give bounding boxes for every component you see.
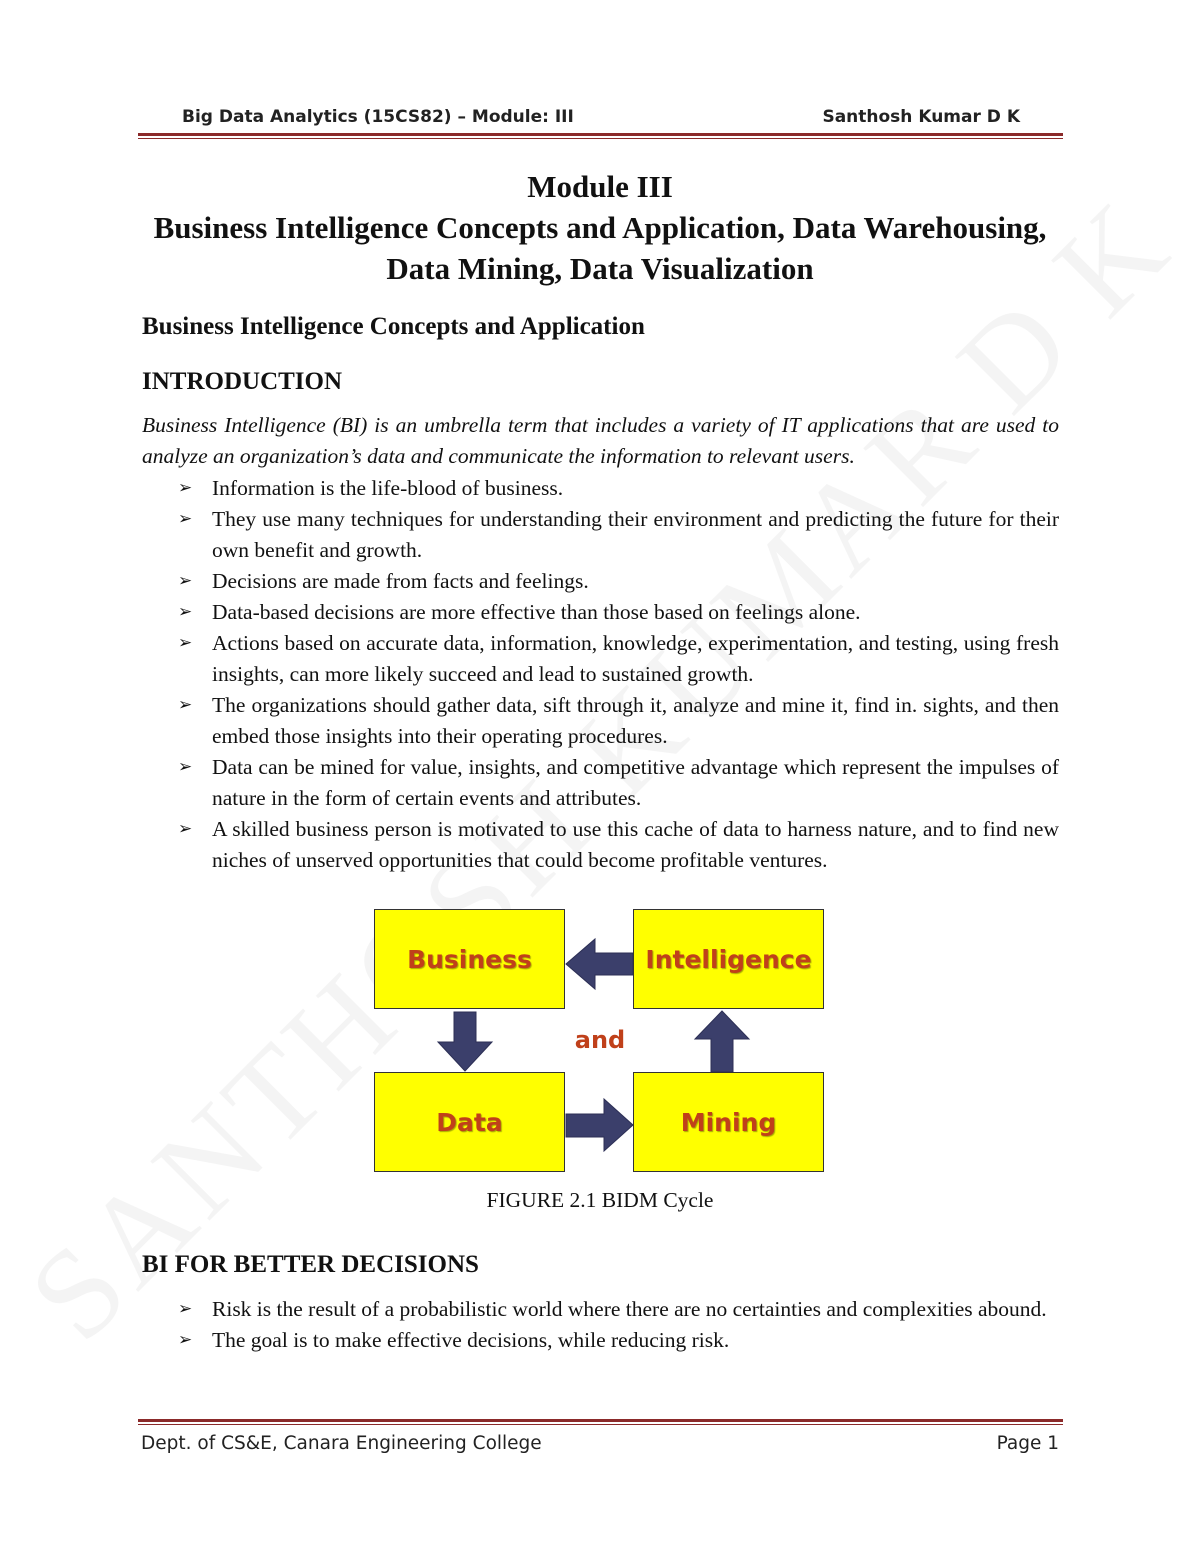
list-item: ➢ Actions based on accurate data, information, knowledge, experimentation, and testing, using fresh insights, can more likely succeed and lead to sustained growth. xyxy=(142,628,1059,690)
list-item: ➢ The goal is to make effective decisions, while reducing risk. xyxy=(142,1325,1059,1356)
bullet-arrow-icon: ➢ xyxy=(178,478,193,498)
title-line-2: Business Intelligence Concepts and Application, Data Warehousing, xyxy=(153,210,1047,245)
list-item: ➢ They use many techniques for understanding their environment and predicting the future for their own benefit and growth. xyxy=(142,504,1059,566)
section-heading-bi-better-decisions: BI FOR BETTER DECISIONS xyxy=(142,1251,479,1278)
figure-center-label: and xyxy=(574,1026,626,1054)
page-header xyxy=(140,107,1062,133)
bullet-arrow-icon: ➢ xyxy=(178,1299,193,1319)
page-title xyxy=(140,166,1060,289)
subheading-introduction: INTRODUCTION xyxy=(142,368,343,395)
box-intelligence: Intelligence xyxy=(633,909,824,1009)
list-item: ➢ Risk is the result of a probabilistic world where there are no certainties and complexities abound. xyxy=(142,1294,1059,1325)
bullet-arrow-icon: ➢ xyxy=(178,509,193,529)
figure-caption: FIGURE 2.1 BIDM Cycle xyxy=(486,1188,714,1212)
decisions-bullet-list xyxy=(142,1294,1059,1356)
footer-department: Dept. of CS&E, Canara Engineering College xyxy=(141,1433,542,1454)
header-course-title: Big Data Analytics (15CS82) – Module: III xyxy=(182,107,574,127)
bullet-arrow-icon: ➢ xyxy=(178,1330,193,1350)
header-author: Santhosh Kumar D K xyxy=(822,107,1020,127)
intro-paragraph: Business Intelligence (BI) is an umbrella term that includes a variety of IT applications that are used to analyze an organization’s data and communicate the information to relevant users. xyxy=(142,413,1059,468)
arrow-up-icon xyxy=(695,1011,749,1072)
arrow-left-icon xyxy=(566,939,633,989)
list-item: ➢ The organizations should gather data, sift through it, analyze and mine it, find in. sights, and then embed those insights into their operating procedures. xyxy=(142,690,1059,752)
title-module: Module III xyxy=(527,169,673,204)
list-item: ➢ A skilled business person is motivated to use this cache of data to harness nature, and to find new niches of unserved opportunities that could become profitable ventures. xyxy=(142,814,1059,876)
box-mining: Mining xyxy=(633,1072,824,1172)
footer-page-number: Page 1 xyxy=(996,1433,1059,1454)
bullet-arrow-icon: ➢ xyxy=(178,633,193,653)
footer-rule xyxy=(138,1419,1063,1425)
list-item: ➢ Data-based decisions are more effective than those based on feelings alone. xyxy=(142,597,1059,628)
title-line-3: Data Mining, Data Visualization xyxy=(386,251,814,286)
section-heading-bi-concepts: Business Intelligence Concepts and Application xyxy=(142,313,645,340)
bullet-arrow-icon: ➢ xyxy=(178,757,193,777)
bullet-arrow-icon: ➢ xyxy=(178,602,193,622)
bullet-arrow-icon: ➢ xyxy=(178,819,193,839)
list-item: ➢ Information is the life-blood of business. xyxy=(142,473,1059,504)
bullet-arrow-icon: ➢ xyxy=(178,695,193,715)
list-item: ➢ Decisions are made from facts and feelings. xyxy=(142,566,1059,597)
intro-bullet-list xyxy=(142,473,1059,876)
bullet-arrow-icon: ➢ xyxy=(178,571,193,591)
header-rule xyxy=(138,133,1063,139)
box-data: Data xyxy=(374,1072,565,1172)
bidm-cycle-figure xyxy=(374,909,826,1175)
arrow-down-icon xyxy=(438,1012,492,1071)
list-item: ➢ Data can be mined for value, insights, and competitive advantage which represent the impulses of nature in the form of certain events and attributes. xyxy=(142,752,1059,814)
arrow-right-icon xyxy=(566,1099,633,1151)
box-business: Business xyxy=(374,909,565,1009)
